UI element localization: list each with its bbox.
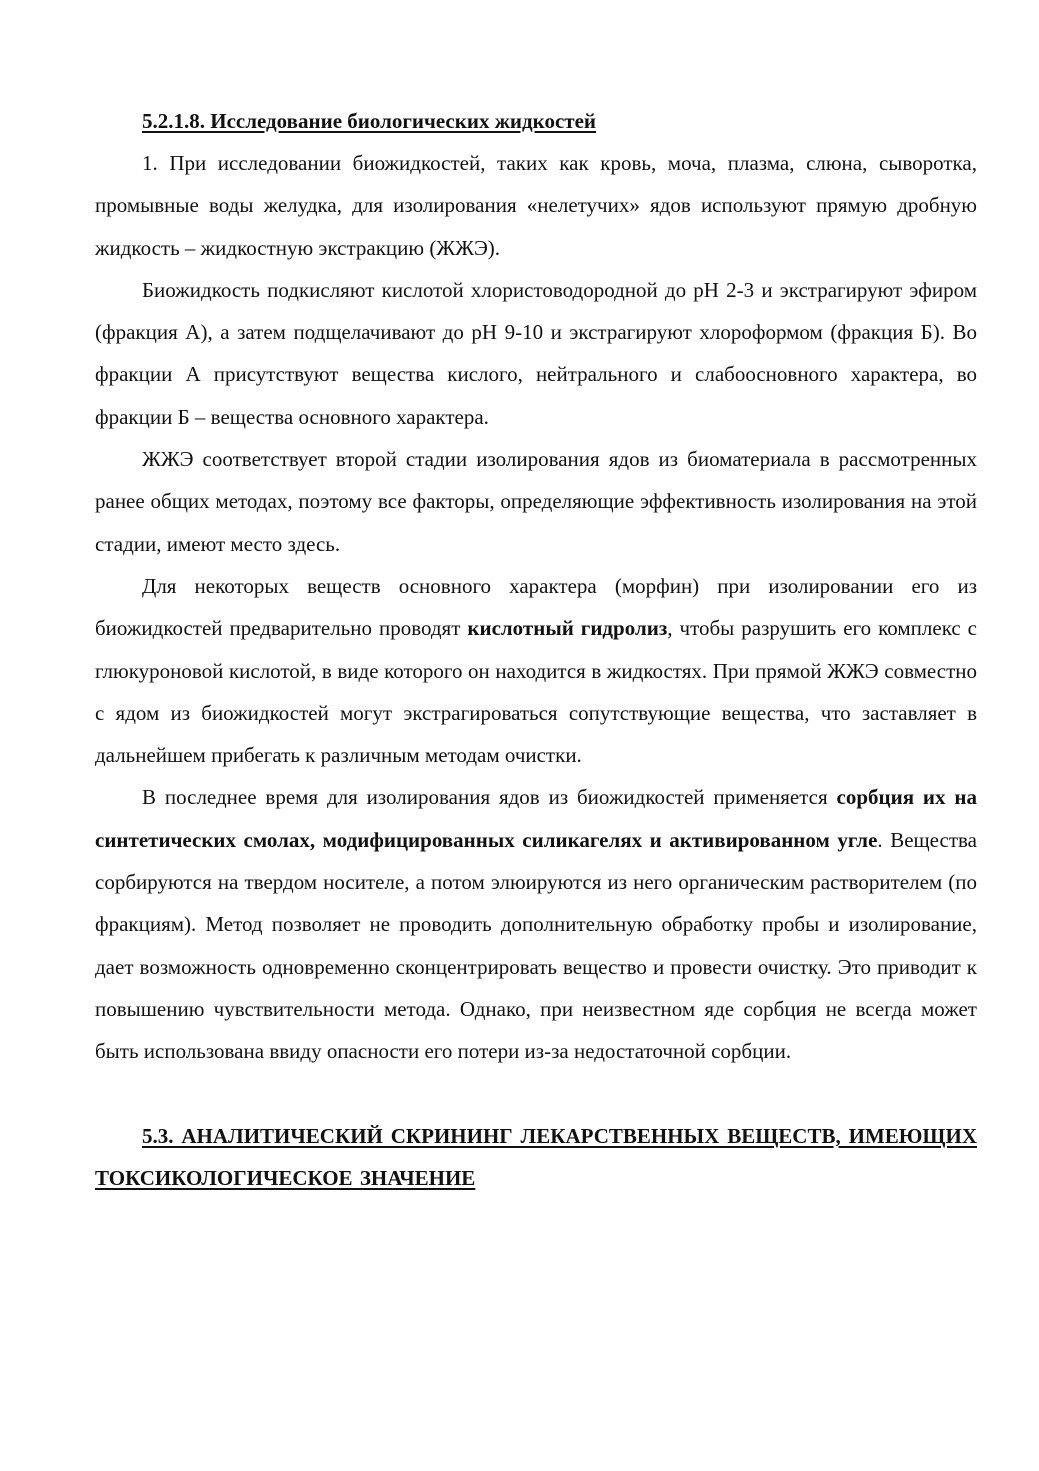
section-heading: 5.3. АНАЛИТИЧЕСКИЙ СКРИНИНГ ЛЕКАРСТВЕННЫХ ВЕЩЕСТВ, ИМЕЮЩИХ ТОКСИКОЛОГИЧЕСКОЕ ЗНАЧЕНИЕ: [95, 1123, 977, 1190]
paragraph-1: 1. При исследовании биожидкостей, таких как кровь, моча, плазма, слюна, сыворотка, промывные воды желудка, для изолирования «нелетучих» ядов используют прямую дробную жидкость – жидкостную экстракцию (ЖЖЭ).: [95, 151, 977, 260]
paragraph-5-bold-term: сорбция их на синтетических смолах, модифицированных силикагелях и активированном угле: [95, 785, 977, 852]
paragraph-5-text-end: . Вещества сорбируются на твердом носителе, а потом элюируются из него органическим растворителем (по фракциям). Метод позволяет не проводить дополнительную обработку пробы и изолирование, дает возможность одновременно сконцентрировать вещество и провести очистку. Это приводит к повышению чувствительности метода. Однако, при неизвестном яде сорбция не всегда может быть использована ввиду опасности его потери из-за недостаточной сорбции.: [95, 827, 977, 1064]
paragraph-4-bold-term: кислотный гидролиз: [467, 616, 668, 641]
paragraph-4-text-start: Для некоторых веществ основного характера (морфин) при изолировании его из биожидкостей предварительно проводят: [95, 573, 977, 641]
document-page: [95, 100, 977, 1199]
paragraph-4-text-end: , чтобы разрушить его комплекс с глюкуроновой кислотой, в виде которого он находится в жидкостях. При прямой ЖЖЭ совместно с ядом из биожидкостей могут экстрагироваться сопутствующие вещества, что заставляет в дальнейшем прибегать к различным методам очистки.: [95, 616, 977, 768]
paragraph-5: [95, 776, 977, 1072]
paragraph-3: ЖЖЭ соответствует второй стадии изолирования ядов из биоматериала в рассмотренных ранее общих методах, поэтому все факторы, определяющие эффективность изолирования на этой стадии, имеют место здесь.: [95, 447, 977, 556]
paragraph-2: Биожидкость подкисляют кислотой хлористоводородной до рН 2-3 и экстрагируют эфиром (фракция А), а затем подщелачивают до рН 9-10 и экстрагируют хлороформом (фракция Б). Во фракции А присутствуют вещества кислого, нейтрального и слабоосновного характера, во фракции Б – вещества основного характера.: [95, 277, 977, 429]
paragraph-5-text-start: В последнее время для изолирования ядов из биожидкостей применяется: [142, 785, 837, 810]
subsection-heading: 5.2.1.8. Исследование биологических жидкостей: [142, 109, 597, 133]
paragraph-4: [95, 565, 977, 776]
